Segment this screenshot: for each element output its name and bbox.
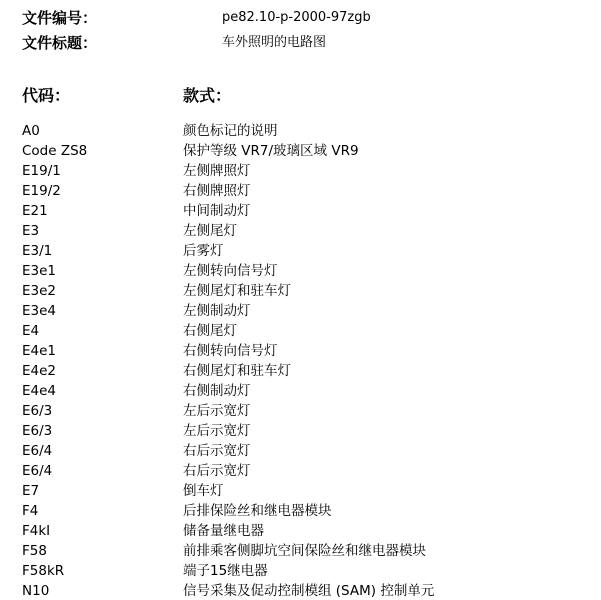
file-number-label: 文件编号： bbox=[22, 9, 98, 27]
row-description: 左后示宽灯 bbox=[183, 403, 251, 419]
table-row bbox=[22, 501, 592, 521]
table-row bbox=[22, 461, 592, 481]
row-code: E4e2 bbox=[22, 363, 57, 379]
table-row bbox=[22, 241, 592, 261]
row-code: E4e1 bbox=[22, 343, 57, 359]
row-code: E7 bbox=[22, 483, 40, 499]
table-row bbox=[22, 541, 592, 561]
row-code: E3e1 bbox=[22, 263, 57, 279]
row-code: Code ZS8 bbox=[22, 143, 88, 159]
table-row bbox=[22, 341, 592, 361]
row-code: E4 bbox=[22, 323, 40, 339]
row-description: 信号采集及促动控制模组 (SAM) 控制单元 bbox=[183, 583, 435, 599]
row-code: E3 bbox=[22, 223, 40, 239]
table-row bbox=[22, 281, 592, 301]
table-row bbox=[22, 261, 592, 281]
file-title-label: 文件标题： bbox=[22, 34, 98, 52]
header-code: 代码： bbox=[22, 86, 71, 105]
table-row bbox=[22, 301, 592, 321]
row-code: E6/4 bbox=[22, 463, 53, 479]
row-code: A0 bbox=[22, 123, 40, 139]
row-code: E21 bbox=[22, 203, 48, 219]
row-description: 中间制动灯 bbox=[183, 203, 251, 219]
table-row bbox=[22, 201, 592, 221]
row-description: 右侧尾灯和驻车灯 bbox=[183, 363, 291, 379]
row-description: 颜色标记的说明 bbox=[183, 123, 278, 139]
row-code: E19/1 bbox=[22, 163, 61, 179]
component-table bbox=[22, 121, 592, 600]
row-description: 左后示宽灯 bbox=[183, 423, 251, 439]
table-row bbox=[22, 481, 592, 501]
row-code: N10 bbox=[22, 583, 50, 599]
row-code: E4e4 bbox=[22, 383, 57, 399]
row-description: 左侧尾灯和驻车灯 bbox=[183, 283, 291, 299]
file-title-value: 车外照明的电路图 bbox=[222, 35, 327, 50]
row-code: E3e4 bbox=[22, 303, 57, 319]
table-row bbox=[22, 221, 592, 241]
table-row bbox=[22, 441, 592, 461]
row-description: 右侧尾灯 bbox=[183, 323, 237, 339]
row-description: 右侧制动灯 bbox=[183, 383, 251, 399]
row-description: 右侧牌照灯 bbox=[183, 183, 251, 199]
row-description: 储备量继电器 bbox=[183, 523, 264, 539]
row-description: 倒车灯 bbox=[183, 483, 224, 499]
table-row bbox=[22, 421, 592, 441]
header-description: 款式： bbox=[183, 86, 232, 105]
row-description: 右侧转向信号灯 bbox=[183, 343, 278, 359]
row-description: 左侧转向信号灯 bbox=[183, 263, 278, 279]
row-description: 右后示宽灯 bbox=[183, 443, 251, 459]
row-description: 后雾灯 bbox=[183, 243, 224, 259]
table-row bbox=[22, 581, 592, 600]
table-row bbox=[22, 141, 592, 161]
table-row bbox=[22, 181, 592, 201]
row-code: F58kR bbox=[22, 563, 65, 579]
file-number-value: pe82.10-p-2000-97zgb bbox=[222, 10, 371, 25]
row-description: 后排保险丝和继电器模块 bbox=[183, 503, 332, 519]
row-code: F58 bbox=[22, 543, 47, 559]
row-description: 右后示宽灯 bbox=[183, 463, 251, 479]
row-description: 端子15继电器 bbox=[183, 563, 268, 579]
row-code: E3/1 bbox=[22, 243, 53, 259]
table-row bbox=[22, 401, 592, 421]
row-code: E19/2 bbox=[22, 183, 61, 199]
table-row bbox=[22, 521, 592, 541]
table-row bbox=[22, 381, 592, 401]
row-code: E3e2 bbox=[22, 283, 57, 299]
row-code: E6/3 bbox=[22, 423, 53, 439]
table-row bbox=[22, 161, 592, 181]
row-description: 左侧制动灯 bbox=[183, 303, 251, 319]
row-code: F4 bbox=[22, 503, 39, 519]
row-code: E6/4 bbox=[22, 443, 53, 459]
table-row bbox=[22, 321, 592, 341]
table-row bbox=[22, 121, 592, 141]
row-description: 保护等级 VR7/玻璃区域 VR9 bbox=[183, 143, 359, 159]
row-description: 左侧牌照灯 bbox=[183, 163, 251, 179]
row-code: F4kI bbox=[22, 523, 51, 539]
row-code: E6/3 bbox=[22, 403, 53, 419]
row-description: 前排乘客侧脚坑空间保险丝和继电器模块 bbox=[183, 543, 426, 559]
table-row bbox=[22, 561, 592, 581]
table-row bbox=[22, 361, 592, 381]
row-description: 左侧尾灯 bbox=[183, 223, 237, 239]
